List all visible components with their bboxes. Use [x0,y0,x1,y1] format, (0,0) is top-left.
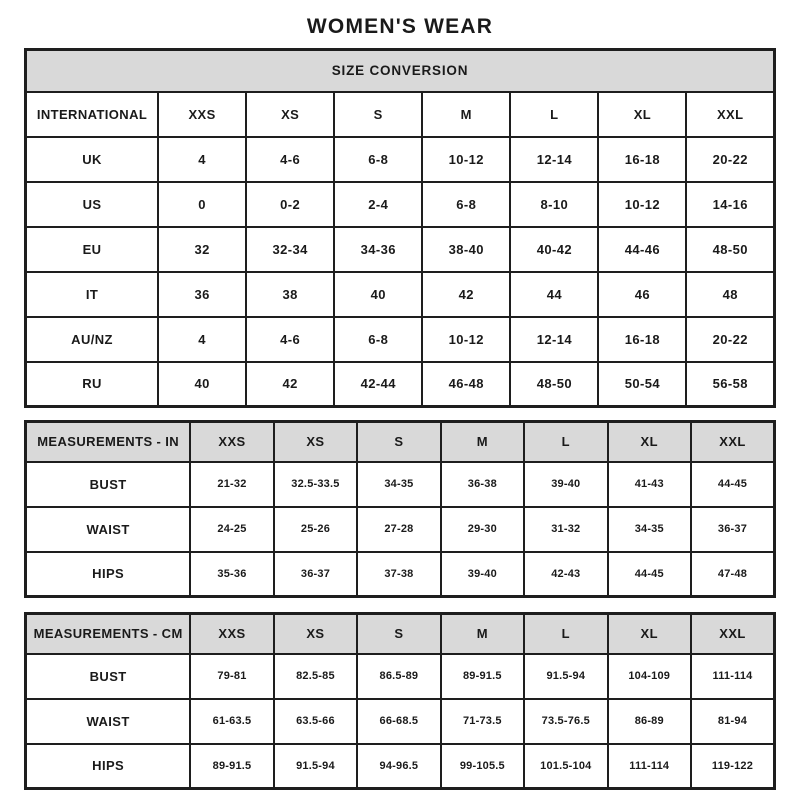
value-cell: 16-18 [598,317,686,362]
value-cell: 4-6 [246,317,334,362]
size-conversion-table [24,48,776,408]
value-cell: 36 [158,272,246,317]
value-cell: 36-37 [274,552,357,597]
table-band-row [26,50,775,92]
table-title-cell: MEASUREMENTS - IN [26,422,191,462]
value-cell: 48-50 [686,227,774,272]
table-row [26,552,775,597]
measurements-in-table [24,420,776,598]
value-cell: 6-8 [422,182,510,227]
table-row [26,317,775,362]
value-cell: 50-54 [598,362,686,407]
table-row [26,507,775,552]
size-header-cell: S [334,92,422,137]
page-title: WOMEN'S WEAR [306,15,494,38]
size-header-cell: S [357,422,440,462]
size-chart-page [0,14,800,800]
size-header-cell: L [524,422,607,462]
value-cell: 39-40 [441,552,524,597]
value-cell: 48 [686,272,774,317]
value-cell: 94-96.5 [357,744,440,789]
table-title-cell: MEASUREMENTS - CM [26,614,191,654]
table-row [26,654,775,699]
value-cell: 21-32 [190,462,273,507]
value-cell: 38 [246,272,334,317]
value-cell: 0 [158,182,246,227]
row-label-cell: UK [26,137,159,182]
value-cell: 111-114 [691,654,775,699]
size-header-cell: XXL [691,422,775,462]
table-row [26,744,775,789]
value-cell: 104-109 [608,654,691,699]
value-cell: 66-68.5 [357,699,440,744]
value-cell: 44 [510,272,598,317]
value-cell: 34-36 [334,227,422,272]
size-header-cell: M [441,422,524,462]
table-row [26,227,775,272]
size-header-cell: M [441,614,524,654]
value-cell: 31-32 [524,507,607,552]
value-cell: 44-46 [598,227,686,272]
size-header-cell: L [524,614,607,654]
value-cell: 10-12 [422,137,510,182]
size-header-row [26,92,775,137]
value-cell: 10-12 [598,182,686,227]
value-cell: 61-63.5 [190,699,273,744]
size-header-row [26,614,775,654]
size-header-cell: S [357,614,440,654]
size-header-cell: XS [274,422,357,462]
value-cell: 82.5-85 [274,654,357,699]
value-cell: 48-50 [510,362,598,407]
value-cell: 27-28 [357,507,440,552]
value-cell: 71-73.5 [441,699,524,744]
measurements-cm-table [24,612,776,790]
value-cell: 25-26 [274,507,357,552]
value-cell: 91.5-94 [274,744,357,789]
table-row [26,699,775,744]
value-cell: 4 [158,317,246,362]
row-label-cell: AU/NZ [26,317,159,362]
value-cell: 16-18 [598,137,686,182]
value-cell: 36-37 [691,507,775,552]
size-header-cell: XXL [686,92,774,137]
size-header-row [26,422,775,462]
value-cell: 47-48 [691,552,775,597]
value-cell: 36-38 [441,462,524,507]
size-header-cell: M [422,92,510,137]
value-cell: 46-48 [422,362,510,407]
table-row [26,462,775,507]
value-cell: 32.5-33.5 [274,462,357,507]
size-header-cell: XXL [691,614,775,654]
row-label-cell: HIPS [26,744,191,789]
size-header-cell: XXS [190,422,273,462]
value-cell: 111-114 [608,744,691,789]
value-cell: 86-89 [608,699,691,744]
value-cell: 29-30 [441,507,524,552]
value-cell: 32-34 [246,227,334,272]
value-cell: 89-91.5 [441,654,524,699]
value-cell: 14-16 [686,182,774,227]
table-band-title: SIZE CONVERSION [26,50,775,92]
value-cell: 42 [422,272,510,317]
size-header-cell: L [510,92,598,137]
value-cell: 10-12 [422,317,510,362]
value-cell: 39-40 [524,462,607,507]
column-header-cell: INTERNATIONAL [26,92,159,137]
value-cell: 20-22 [686,137,774,182]
value-cell: 38-40 [422,227,510,272]
value-cell: 89-91.5 [190,744,273,789]
value-cell: 73.5-76.5 [524,699,607,744]
row-label-cell: US [26,182,159,227]
value-cell: 79-81 [190,654,273,699]
row-label-cell: BUST [26,654,191,699]
value-cell: 44-45 [691,462,775,507]
value-cell: 81-94 [691,699,775,744]
size-header-cell: XL [608,614,691,654]
value-cell: 4 [158,137,246,182]
value-cell: 40-42 [510,227,598,272]
value-cell: 24-25 [190,507,273,552]
row-label-cell: WAIST [26,507,191,552]
table-row [26,182,775,227]
value-cell: 4-6 [246,137,334,182]
value-cell: 41-43 [608,462,691,507]
value-cell: 40 [158,362,246,407]
value-cell: 32 [158,227,246,272]
value-cell: 119-122 [691,744,775,789]
value-cell: 101.5-104 [524,744,607,789]
size-header-cell: XS [246,92,334,137]
value-cell: 46 [598,272,686,317]
value-cell: 99-105.5 [441,744,524,789]
value-cell: 42-44 [334,362,422,407]
value-cell: 37-38 [357,552,440,597]
size-header-cell: XXS [190,614,273,654]
value-cell: 0-2 [246,182,334,227]
row-label-cell: HIPS [26,552,191,597]
value-cell: 2-4 [334,182,422,227]
value-cell: 12-14 [510,317,598,362]
value-cell: 56-58 [686,362,774,407]
value-cell: 35-36 [190,552,273,597]
table-row [26,362,775,407]
row-label-cell: WAIST [26,699,191,744]
value-cell: 6-8 [334,137,422,182]
size-header-cell: XXS [158,92,246,137]
size-header-cell: XL [598,92,686,137]
row-label-cell: IT [26,272,159,317]
table-row [26,137,775,182]
value-cell: 44-45 [608,552,691,597]
value-cell: 86.5-89 [357,654,440,699]
value-cell: 20-22 [686,317,774,362]
size-header-cell: XS [274,614,357,654]
value-cell: 12-14 [510,137,598,182]
value-cell: 63.5-66 [274,699,357,744]
value-cell: 6-8 [334,317,422,362]
row-label-cell: BUST [26,462,191,507]
value-cell: 34-35 [357,462,440,507]
value-cell: 8-10 [510,182,598,227]
value-cell: 91.5-94 [524,654,607,699]
value-cell: 40 [334,272,422,317]
row-label-cell: EU [26,227,159,272]
value-cell: 42 [246,362,334,407]
value-cell: 42-43 [524,552,607,597]
size-header-cell: XL [608,422,691,462]
value-cell: 34-35 [608,507,691,552]
row-label-cell: RU [26,362,159,407]
table-row [26,272,775,317]
